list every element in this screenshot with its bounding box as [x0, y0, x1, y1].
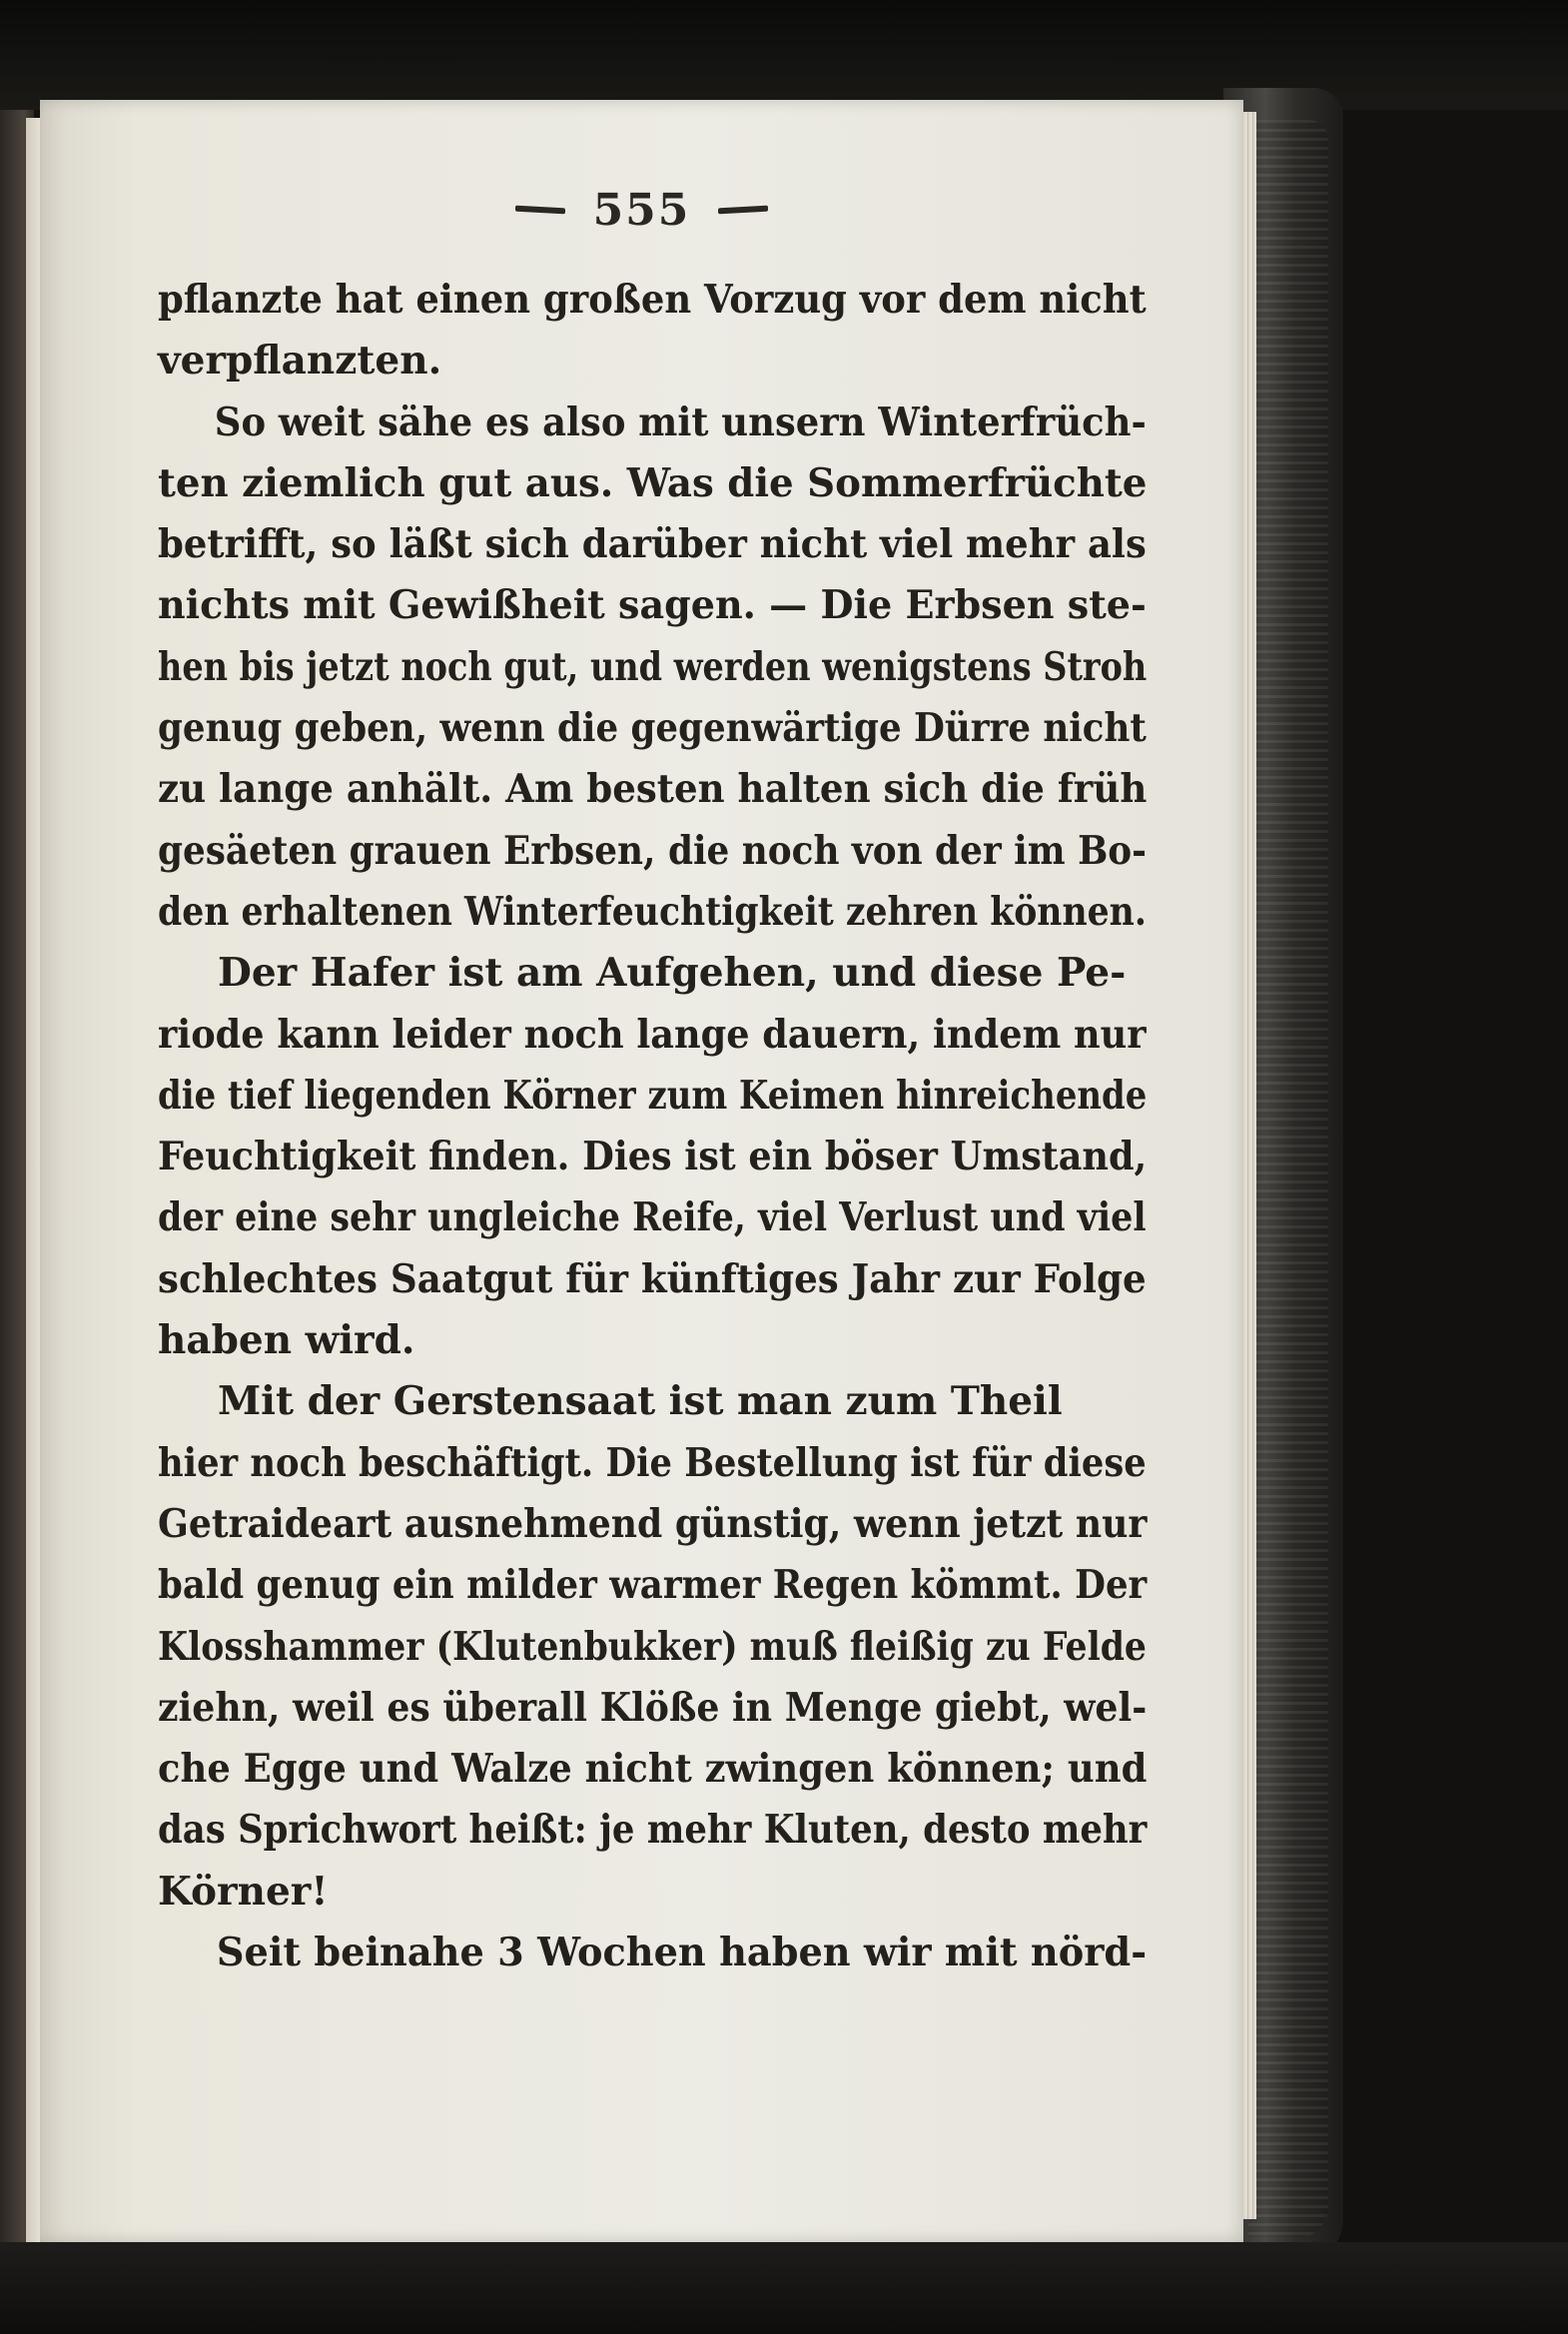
- text-line: das Sprichwort heißt: je mehr Kluten, desto mehr: [158, 1807, 1148, 1854]
- text-line: Getraideart ausnehmend günstig, wenn jetzt nur: [158, 1500, 1148, 1547]
- text-line: ziehn, weil es überall Klöße in Menge giebt, wel-: [158, 1684, 1148, 1731]
- text-line: betrifft, so läßt sich darüber nicht viel mehr als: [158, 521, 1147, 568]
- text-line: nichts mit Gewißheit sagen. — Die Erbsen ste-: [158, 582, 1147, 629]
- text-line: genug geben, wenn die gegenwärtige Dürre nicht: [158, 705, 1147, 752]
- text-line: pflanzte hat einen großen Vorzug vor dem nicht: [158, 277, 1147, 323]
- page-number: 555: [592, 184, 691, 236]
- text-line: den erhaltenen Winterfeuchtigkeit zehren können.: [158, 888, 1147, 935]
- book-page: [40, 100, 1243, 2242]
- text-line: schlechtes Saatgut für künftiges Jahr zur Folge: [158, 1255, 1147, 1302]
- text-line: die tief liegenden Körner zum Keimen hinreichende: [158, 1072, 1148, 1119]
- text-line: zu lange anhält. Am besten halten sich die früh: [158, 766, 1148, 813]
- cover-texture: [1248, 120, 1328, 2237]
- text-line: So weit sähe es also mit unsern Winterfrüch-: [214, 398, 1147, 445]
- page-header: [40, 175, 1243, 245]
- text-line: Körner!: [158, 1868, 329, 1915]
- text-line: verpflanzten.: [158, 338, 442, 385]
- text-line: Klosshammer (Klutenbukker) muß fleißig zu Felde: [158, 1623, 1147, 1670]
- text-line: haben wird.: [158, 1317, 415, 1364]
- text-line: Der Hafer ist am Aufgehen, und diese Pe-: [218, 950, 1127, 997]
- text-line: Feuchtigkeit finden. Dies ist ein böser Umstand,: [158, 1134, 1148, 1180]
- text-line: Mit der Gerstensaat ist man zum Theil: [218, 1378, 1063, 1425]
- text-line: bald genug ein milder warmer Regen kömmt. Der: [158, 1562, 1148, 1609]
- text-line: che Egge und Walze nicht zwingen können; und: [158, 1746, 1148, 1793]
- text-line: ten ziemlich gut aus. Was die Sommerfrüchte: [158, 459, 1148, 506]
- header-dash-right: [718, 206, 768, 215]
- dark-backdrop: [0, 0, 1568, 110]
- text-line: der eine sehr ungleiche Reife, viel Verlust und viel: [158, 1194, 1147, 1241]
- text-line: hen bis jetzt noch gut, und werden wenigstens Stroh: [158, 643, 1148, 690]
- text-line: Seit beinahe 3 Wochen haben wir mit nörd-: [216, 1930, 1148, 1976]
- bottom-backdrop: [0, 2242, 1568, 2334]
- header-dash-left: [515, 206, 565, 215]
- text-line: gesäeten grauen Erbsen, die noch von der im Bo-: [158, 827, 1148, 874]
- text-line: riode kann leider noch lange dauern, indem nur: [158, 1011, 1147, 1058]
- facing-page-edge: [26, 118, 40, 2255]
- body-text: [158, 270, 1147, 1983]
- text-line: hier noch beschäftigt. Die Bestellung ist für diese: [158, 1439, 1147, 1486]
